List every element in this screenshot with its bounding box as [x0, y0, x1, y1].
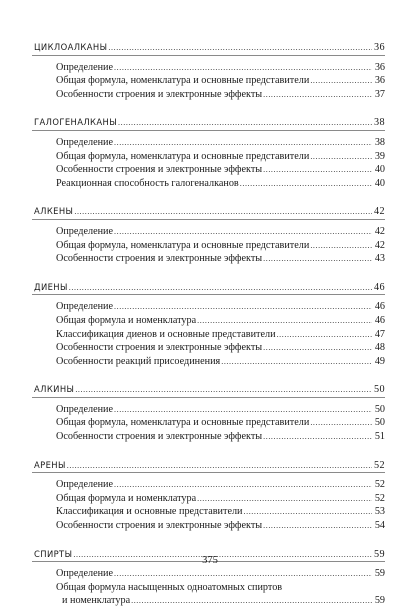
entry-label: Особенности строения и электронные эффекты — [56, 342, 263, 354]
leader-dots — [277, 328, 372, 342]
leader-dots — [310, 416, 372, 430]
toc-entry[interactable] — [32, 74, 385, 88]
leader-dots — [114, 478, 372, 492]
leader-dots — [114, 300, 372, 314]
entry-label: Определение — [56, 568, 114, 580]
section-gap — [32, 368, 385, 383]
leader-dots — [310, 74, 372, 88]
section-divider — [32, 294, 385, 295]
toc-entry[interactable] — [32, 177, 385, 191]
section-gap — [32, 101, 385, 116]
leader-dots — [244, 505, 373, 519]
page-ref: 50 — [374, 403, 385, 415]
toc-heading[interactable] — [32, 41, 385, 55]
heading-label: ЦИКЛОАЛКАНЫ — [34, 42, 108, 52]
leader-dots — [263, 163, 372, 177]
page-ref: 42 — [374, 225, 385, 237]
toc-entry-continuation[interactable] — [32, 594, 385, 608]
leader-dots — [263, 341, 372, 355]
entry-label: и номенклатура — [62, 595, 131, 607]
toc-entry[interactable] — [32, 136, 385, 150]
page-ref: 52 — [374, 492, 385, 504]
page-ref: 52 — [374, 459, 385, 471]
toc-entry[interactable] — [32, 163, 385, 177]
page-ref: 36 — [374, 75, 385, 87]
leader-dots — [108, 41, 372, 55]
page-ref: 49 — [374, 355, 385, 367]
entry-label: Особенности строения и электронные эффекты — [56, 88, 263, 100]
toc-entry[interactable] — [32, 505, 385, 519]
leader-dots — [310, 150, 372, 164]
page-ref: 52 — [374, 479, 385, 491]
toc-entry[interactable] — [32, 150, 385, 164]
leader-dots — [75, 383, 372, 397]
page-ref: 40 — [374, 177, 385, 189]
section-divider — [32, 130, 385, 131]
table-of-contents — [32, 41, 385, 608]
page-ref: 46 — [374, 301, 385, 313]
leader-dots — [240, 177, 372, 191]
leader-dots — [118, 116, 372, 130]
leader-dots — [263, 430, 372, 444]
section-divider — [32, 472, 385, 473]
heading-label: АЛКЕНЫ — [34, 206, 74, 217]
toc-entry[interactable] — [32, 239, 385, 253]
entry-label: Общая формула и номенклатура — [56, 314, 197, 326]
leader-dots — [114, 567, 372, 581]
entry-label: Реакционная способность галогеналканов — [56, 177, 239, 189]
section-gap — [32, 444, 385, 459]
toc-section-arenes — [32, 459, 385, 533]
leader-dots — [197, 492, 372, 506]
leader-dots — [310, 239, 372, 253]
leader-dots — [263, 88, 372, 102]
entry-label: Определение — [56, 403, 114, 415]
page-ref: 48 — [374, 342, 385, 354]
toc-entry[interactable] — [32, 567, 385, 581]
entry-label: Особенности строения и электронные эффекты — [56, 431, 263, 443]
entry-label: Особенности строения и электронные эффекты — [56, 253, 263, 265]
entry-label: Общая формула и номенклатура — [56, 492, 197, 504]
entry-label: Определение — [56, 225, 114, 237]
toc-heading[interactable] — [32, 116, 385, 130]
toc-heading[interactable] — [32, 459, 385, 473]
page-ref: 43 — [374, 253, 385, 265]
page-ref: 38 — [374, 117, 385, 129]
toc-entry[interactable] — [32, 355, 385, 369]
heading-label: АРЕНЫ — [34, 459, 66, 470]
entry-label: Общая формула насыщенных одноатомных спиртов — [56, 581, 283, 593]
leader-dots — [263, 252, 372, 266]
entry-label: Общая формула, номенклатура и основные представители — [56, 150, 310, 162]
toc-heading[interactable] — [32, 281, 385, 295]
entry-label: Особенности строения и электронные эффекты — [56, 520, 263, 532]
entry-label: Общая формула, номенклатура и основные представители — [56, 417, 310, 429]
page-ref: 37 — [374, 88, 385, 100]
page-ref: 36 — [374, 61, 385, 73]
page-ref: 46 — [374, 314, 385, 326]
page-ref: 53 — [374, 506, 385, 518]
toc-entry[interactable] — [32, 403, 385, 417]
toc-entry[interactable] — [32, 88, 385, 102]
toc-entry[interactable] — [32, 581, 385, 595]
toc-entry[interactable] — [32, 519, 385, 533]
page-ref: 59 — [374, 548, 385, 560]
section-gap — [32, 266, 385, 281]
toc-entry[interactable] — [32, 225, 385, 239]
entry-label: Определение — [56, 136, 114, 148]
toc-entry[interactable] — [32, 300, 385, 314]
page-ref: 42 — [374, 206, 385, 218]
leader-dots — [114, 225, 372, 239]
leader-dots — [131, 594, 372, 608]
toc-entry[interactable] — [32, 341, 385, 355]
leader-dots — [114, 403, 372, 417]
entry-label: Определение — [56, 61, 114, 73]
heading-label: ГАЛОГЕНАЛКАНЫ — [34, 117, 118, 128]
leader-dots — [67, 459, 372, 473]
section-divider — [32, 55, 385, 56]
page-ref: 38 — [374, 136, 385, 148]
page-ref: 50 — [374, 384, 385, 396]
page-ref: 39 — [374, 150, 385, 162]
page-ref: 59 — [374, 595, 385, 607]
toc-entry[interactable] — [32, 314, 385, 328]
page-ref: 36 — [374, 42, 385, 53]
entry-label: Определение — [56, 479, 114, 491]
entry-label: Общая формула, номенклатура и основные представители — [56, 75, 310, 87]
toc-entry[interactable] — [32, 430, 385, 444]
leader-dots — [197, 314, 372, 328]
toc-section-cycloalkanes — [32, 41, 385, 101]
heading-label: СПИРТЫ — [34, 548, 73, 559]
toc-entry[interactable] — [32, 492, 385, 506]
toc-section-haloalkanes — [32, 116, 385, 190]
page-ref: 40 — [374, 164, 385, 176]
entry-label: Особенности реакций присоединения — [56, 355, 221, 367]
toc-entry[interactable] — [32, 416, 385, 430]
leader-dots — [114, 136, 372, 150]
leader-dots — [69, 281, 372, 295]
page-number: 375 — [202, 555, 218, 566]
page-ref: 54 — [374, 520, 385, 532]
page-ref: 47 — [374, 328, 385, 340]
entry-label: Общая формула, номенклатура и основные представители — [56, 239, 310, 251]
page-ref: 59 — [374, 568, 385, 580]
section-divider — [32, 219, 385, 220]
page-ref: 46 — [374, 281, 385, 293]
toc-entry[interactable] — [32, 252, 385, 266]
leader-dots — [74, 205, 372, 219]
toc-section-dienes — [32, 281, 385, 369]
toc-section-alkenes — [32, 205, 385, 265]
page-ref: 51 — [374, 431, 385, 443]
entry-label: Особенности строения и электронные эффекты — [56, 164, 263, 176]
heading-label: ДИЕНЫ — [34, 281, 68, 292]
toc-entry[interactable] — [32, 61, 385, 75]
leader-dots — [114, 61, 372, 75]
toc-section-alkynes — [32, 383, 385, 443]
page-ref: 50 — [374, 417, 385, 429]
leader-dots — [263, 519, 372, 533]
section-gap — [32, 190, 385, 205]
page-ref: 42 — [374, 239, 385, 251]
heading-label: АЛКИНЫ — [34, 384, 75, 395]
entry-label: Классификация и основные представители — [56, 506, 243, 518]
toc-entry[interactable] — [32, 328, 385, 342]
toc-entry[interactable] — [32, 478, 385, 492]
toc-heading[interactable] — [32, 383, 385, 397]
section-divider — [32, 397, 385, 398]
entry-label: Классификация диенов и основные представители — [56, 328, 276, 340]
toc-heading[interactable] — [32, 205, 385, 219]
entry-label: Определение — [56, 301, 114, 313]
leader-dots — [221, 355, 372, 369]
section-gap — [32, 533, 385, 548]
